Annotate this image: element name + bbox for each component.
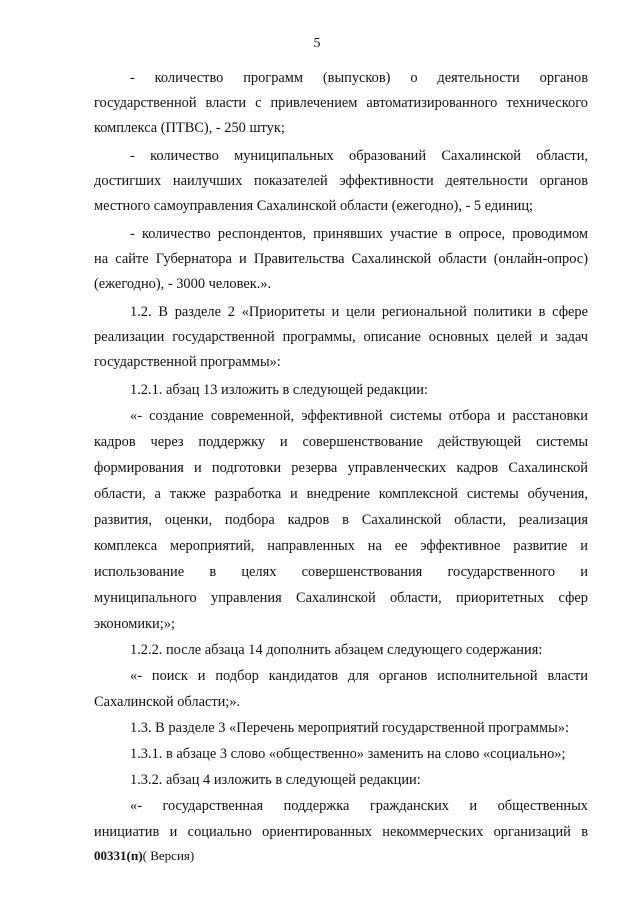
text-line: развития, оценки, подбора кадров в Сахалинской области, реализация	[94, 512, 588, 528]
text-line: - количество программ (выпусков) о деятельности органов	[130, 70, 588, 86]
text-line: комплекса мероприятий, направленных на ее эффективное развитие и	[94, 538, 588, 554]
text-line: области, а также разработка и внедрение комплексной системы обучения,	[94, 486, 588, 502]
text-line: 1.2.1. абзац 13 изложить в следующей редакции:	[130, 382, 428, 398]
text-line: 1.3.1. в абзаце 3 слово «общественно» заменить на слово «социально»;	[130, 746, 566, 762]
text-line: кадров через поддержку и совершенствование действующей системы	[94, 434, 588, 450]
text-line: местного самоуправления Сахалинской области (ежегодно), - 5 единиц;	[94, 198, 534, 214]
document-code: 00331(п)	[94, 848, 143, 863]
text-line: на сайте Губернатора и Правительства Сахалинской области (онлайн-опрос)	[94, 251, 588, 267]
text-line: 1.2.2. после абзаца 14 дополнить абзацем следующего содержания:	[130, 642, 543, 658]
text-line: - количество муниципальных образований Сахалинской области,	[130, 148, 588, 164]
text-line: 1.3. В разделе 3 «Перечень мероприятий государственной программы»:	[130, 720, 569, 736]
text-line: инициатив и социально ориентированных некоммерческих организаций в	[94, 824, 588, 840]
text-line: формирования и подготовки резерва управленческих кадров Сахалинской	[94, 460, 588, 476]
text-line: 1.3.2. абзац 4 изложить в следующей редакции:	[130, 772, 421, 788]
text-line: реализации государственной программы, описание основных целей и задач	[94, 329, 588, 345]
text-line: - количество респондентов, принявших участие в опросе, проводимом	[130, 226, 588, 242]
text-line: 1.2. В разделе 2 «Приоритеты и цели региональной политики в сфере	[130, 304, 588, 320]
text-line: достигших наилучших показателей эффективности деятельности органов	[94, 173, 588, 189]
text-line: использование в целях совершенствования государственного и	[94, 564, 588, 580]
text-line: «- поиск и подбор кандидатов для органов исполнительной власти	[130, 668, 588, 684]
document-version: ( Версия)	[142, 848, 195, 863]
text-line: экономики;»;	[94, 616, 175, 632]
text-line: «- государственная поддержка гражданских и общественных	[130, 798, 588, 814]
text-line: комплекса (ПТВС), - 250 штук;	[94, 120, 285, 136]
text-line: (ежегодно), - 3000 человек.».	[94, 276, 272, 292]
document-footer	[94, 848, 194, 864]
text-line: «- создание современной, эффективной системы отбора и расстановки	[130, 408, 588, 424]
text-line: муниципального управления Сахалинской области, приоритетных сфер	[94, 590, 588, 606]
page-number: 5	[313, 36, 321, 51]
text-line: государственной власти с привлечением автоматизированного технического	[94, 95, 588, 111]
text-line: Сахалинской области;».	[94, 694, 241, 710]
text-line: государственной программы»:	[94, 354, 281, 370]
